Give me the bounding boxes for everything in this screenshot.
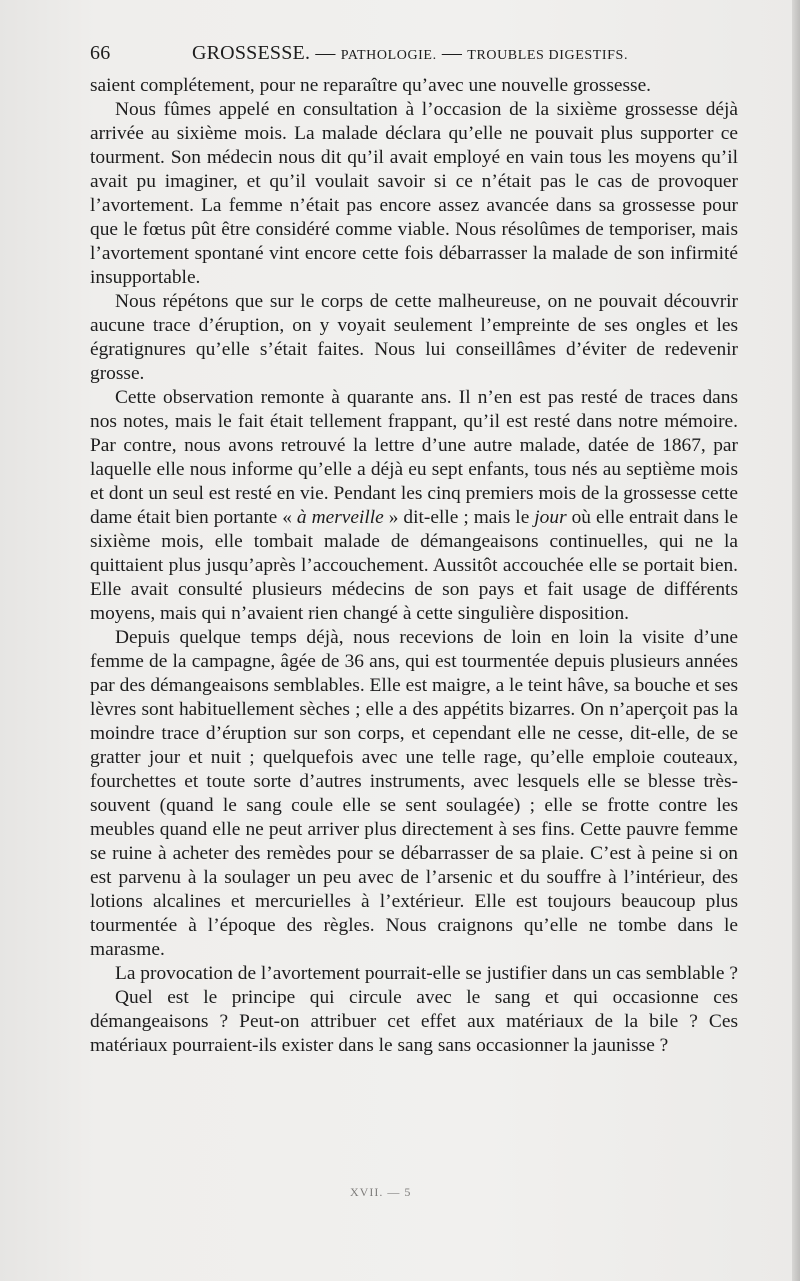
paragraph-consultation: Nous fûmes appelé en consultation à l’occasion de la sixième grossesse déjà arrivée au sixième mois. La malade déclara qu’elle ne pouvait plus supporter ce tourment. Son médecin nous dit qu’il avait employé en vain tous les moyens qu’il avait pu imaginer, et qu’il voulait savoir si ce n’était pas le cas de provoquer l’avortement. La femme n’était pas encore assez avancée dans sa grossesse pour que le fœtus pût être considéré comme viable. Nous résolûmes de temporiser, mais l’avortement spontané vint encore cette fois débarrasser la malade de son infirmité insupportable. — [90, 99, 738, 288]
page-number: 66 — [90, 42, 111, 64]
header-title: GROSSESSE. — [192, 42, 311, 64]
signature-mark: XVII. — 5 — [350, 1185, 412, 1199]
paragraph-continuation: saient complétement, pour ne reparaître qu’avec une nouvelle grossesse. — [90, 75, 652, 96]
observation-text-3: où elle entrait dans le sixième mois, elle tombait malade de démangeaisons continuelles, qui ne la quittaient plus jusqu’après l’accouchement. Aussitôt accouchée elle se portait bien. Elle avait consulté plusieurs médecins de son pays et fait usage de différents moyens, mais qui n’avaient rien changé à cette singulière disposition. — [90, 507, 739, 624]
running-title — [192, 40, 628, 69]
header-separator-2: — — [436, 42, 468, 64]
header-section-troubles: TROUBLES DIGESTIFS. — [467, 48, 629, 63]
body-text — [90, 74, 738, 1058]
paragraph-question-abortion: La provocation de l’avortement pourrait-elle se justifier dans un cas semblable ? — [115, 963, 738, 984]
header-section-pathologie: PATHOLOGIE. — [340, 48, 437, 63]
italic-a-merveille: à merveille — [296, 507, 384, 528]
running-header — [90, 40, 738, 66]
paragraph-no-eruption: Nous répétons que sur le corps de cette malheureuse, on ne pouvait découvrir aucune trace d’éruption, on y voyait seulement l’empreinte de ses ongles et les égratignures qu’elle s’était faites. Nous lui conseillâmes d’éviter de redevenir grosse. — [90, 291, 738, 384]
page-gutter-shadow — [792, 0, 800, 1281]
paragraph-question-principle: Quel est le principe qui circule avec le sang et qui occasionne ces démangeaisons ? Peut-on attribuer cet effet aux matériaux de la bile ? Ces matériaux pourraient-ils exister dans le sang sans occasionner la jaunisse ? — [90, 987, 738, 1056]
observation-text-1: Cette observation remonte à quarante ans. Il n’en est pas resté de traces dans nos notes, mais le fait était tellement frappant, qu’il est resté dans notre mémoire. Par contre, nous avons retrouvé la lettre d’une autre malade, datée de 1867, par laquelle elle nous informe qu’elle a déjà eu sept enfants, tous nés au septième mois et dont un seul est resté en vie. Pendant les cinq premiers mois de la grossesse cette dame était bien portante « — [90, 387, 738, 528]
paragraph-country-woman: Depuis quelque temps déjà, nous recevions de loin en loin la visite d’une femme de la campagne, âgée de 36 ans, qui est tourmentée depuis plusieurs années par des démangeaisons semblables. Elle est maigre, a le teint hâve, sa bouche et ses lèvres sont habituellement sèches ; elle a des appétits bizarres. On n’aperçoit pas la moindre trace d’éruption sur son corps, et cependant elle ne cesse, dit-elle, de se gratter jour et nuit ; quelquefois avec une telle rage, qu’elle emploie couteaux, fourchettes et toute sorte d’autres instruments, avec lesquels elle se blesse très-souvent (quand le sang coule elle se sent soulagée) ; elle se frotte contre les meubles quand elle ne peut arriver plus directement à ses fins. Cette pauvre femme se ruine à acheter des remèdes pour se débarrasser de sa plaie. C’est à peine si on est parvenu à la soulager un peu avec de l’arsenic et du souffre à l’intérieur, des lotions alcalines et mercurielles à l’extérieur. Elle est toujours beaucoup plus tourmentée à l’époque des règles. Nous craignons qu’elle ne tombe dans le marasme. — [90, 627, 738, 960]
observation-text-2: » dit-elle ; mais le — [383, 507, 535, 528]
header-separator-1: — — [310, 42, 341, 64]
paragraph-observation — [90, 386, 738, 626]
page-footer — [90, 1185, 738, 1205]
italic-jour: jour — [534, 507, 567, 528]
